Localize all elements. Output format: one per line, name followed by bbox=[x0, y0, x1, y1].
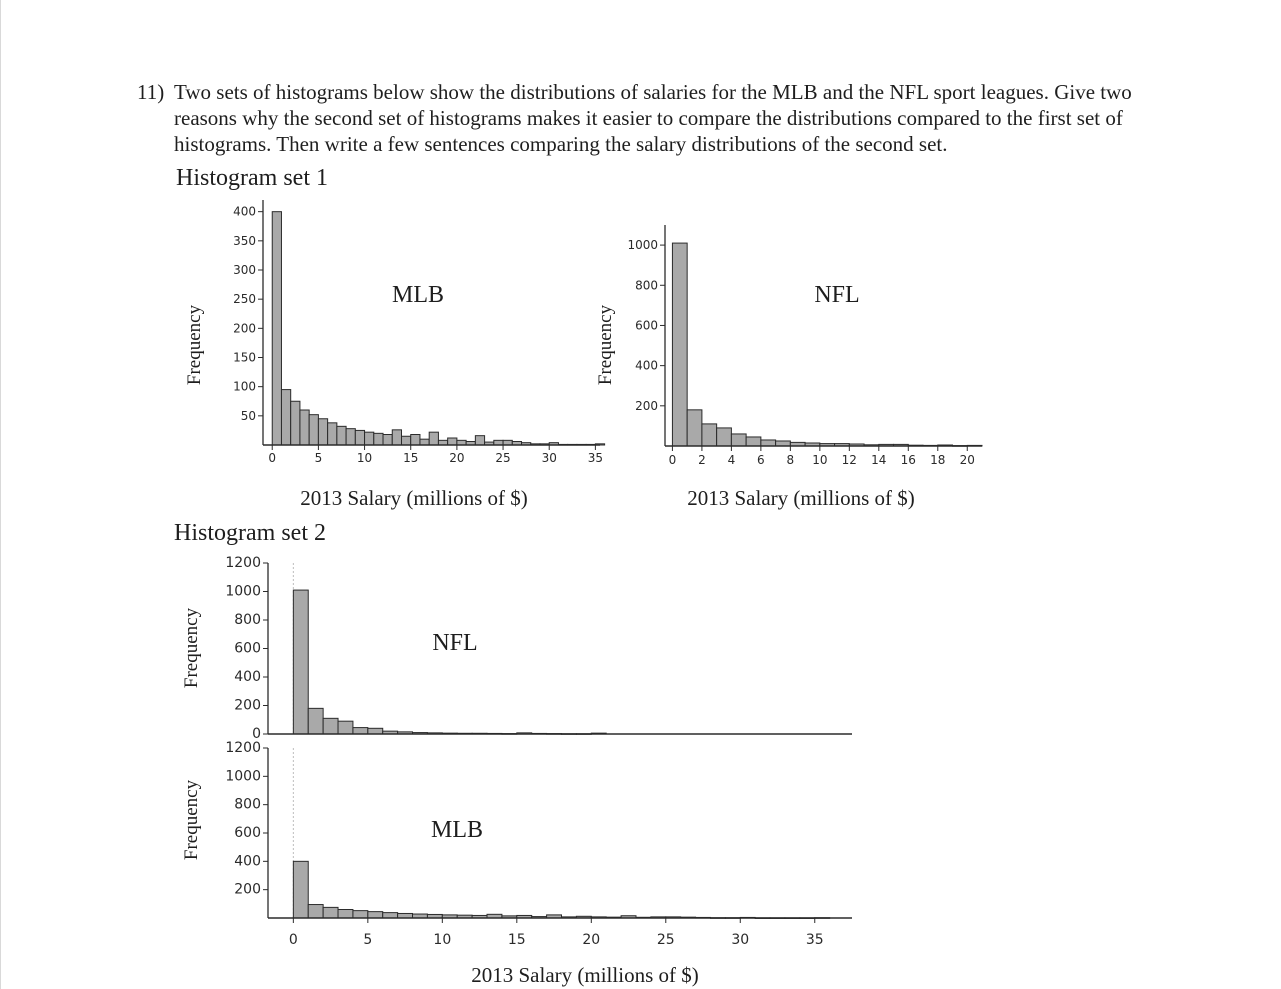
set1_mlb-xtick-label: 30 bbox=[541, 451, 557, 465]
set2_mlb-xtick-label: 25 bbox=[656, 932, 675, 948]
set1_mlb-ytick-label: 300 bbox=[233, 263, 256, 277]
set1_mlb-ytick-label: 150 bbox=[233, 350, 256, 365]
set1_mlb-xtick-label: 20 bbox=[449, 451, 465, 465]
set1_nfl-xtick-label: 6 bbox=[757, 453, 765, 467]
set1_mlb-bar bbox=[401, 436, 410, 445]
set1_nfl-bar bbox=[672, 243, 687, 446]
set1_mlb-bar bbox=[346, 429, 355, 445]
set1_mlb-ytick-label: 350 bbox=[233, 233, 256, 248]
set1_nfl-bar bbox=[702, 424, 717, 446]
set1_nfl-xtick-label: 12 bbox=[841, 453, 857, 467]
set1_mlb-ylabel: Frequency bbox=[184, 304, 205, 386]
histogram-set-1-label: Histogram set 1 bbox=[176, 165, 328, 191]
set2_nfl-bar bbox=[368, 728, 383, 734]
set2_nfl-ytick-label: 1000 bbox=[225, 583, 261, 600]
set2_mlb-xtick-label: 30 bbox=[731, 932, 750, 948]
set1_nfl-bar bbox=[761, 440, 776, 446]
question-line-3: histograms. Then write a few sentences comparing the salary distributions of the second set. bbox=[174, 132, 948, 156]
set1_mlb-bar bbox=[420, 439, 429, 445]
set2_mlb-xtick-label: 0 bbox=[288, 932, 298, 948]
set1_nfl-bar bbox=[776, 441, 791, 446]
question-line-2: reasons why the second set of histograms makes it easier to compare the distributions compared to the first set of bbox=[174, 106, 1123, 130]
set1_nfl-xtick-label: 18 bbox=[930, 453, 946, 467]
set2_mlb-xlabel: 2013 Salary (millions of $) bbox=[471, 963, 699, 987]
set2_nfl-bar bbox=[323, 718, 338, 734]
set2_nfl-ytick-label: 1200 bbox=[225, 555, 261, 571]
set2_mlb-ytick-label: 1200 bbox=[225, 740, 261, 756]
set2_nfl-ytick-label: 600 bbox=[234, 640, 261, 657]
set2_mlb-ytick-label: 600 bbox=[234, 825, 261, 841]
set1_mlb-title: MLB bbox=[391, 282, 445, 308]
set1_mlb-bar bbox=[272, 212, 281, 445]
set1_mlb-xtick-label: 15 bbox=[403, 451, 419, 465]
set1_mlb-bar bbox=[291, 401, 300, 445]
set1_nfl-xtick-label: 4 bbox=[727, 453, 736, 467]
set1_mlb-bar bbox=[383, 435, 392, 446]
set1_mlb-bar bbox=[328, 423, 337, 445]
set1_nfl-ytick-label: 1000 bbox=[627, 238, 658, 253]
set2_mlb-xtick-label: 20 bbox=[582, 932, 601, 948]
set1_mlb-bar bbox=[411, 435, 420, 446]
set2_mlb-ytick-label: 1000 bbox=[225, 768, 261, 785]
set1_nfl-xlabel: 2013 Salary (millions of $) bbox=[687, 486, 915, 510]
set1_mlb-ytick-label: 200 bbox=[233, 321, 256, 336]
set1_mlb-xtick-label: 5 bbox=[314, 451, 323, 465]
set2_mlb-xtick-label: 35 bbox=[805, 932, 824, 948]
set2_mlb-ytick-label: 800 bbox=[234, 796, 261, 813]
set2_nfl-bar bbox=[308, 708, 323, 734]
set2_mlb-xtick-label: 5 bbox=[363, 932, 373, 948]
set2_nfl-bar bbox=[293, 590, 308, 734]
set1_nfl-xtick-label: 8 bbox=[786, 453, 795, 467]
question-line-1: Two sets of histograms below show the distributions of salaries for the MLB and the NFL sport leagues. Give two bbox=[174, 80, 1132, 104]
set1_mlb-bar bbox=[475, 436, 484, 445]
set1_mlb-xtick-label: 25 bbox=[495, 451, 511, 465]
set1_mlb-xtick-label: 10 bbox=[356, 451, 373, 465]
set2_nfl-ylabel: Frequency bbox=[181, 607, 202, 689]
set1_mlb-xtick-label: 35 bbox=[587, 451, 604, 465]
set2_mlb-ylabel: Frequency bbox=[181, 779, 202, 861]
set1_nfl-xtick-label: 2 bbox=[698, 453, 706, 467]
set1_mlb-bar bbox=[300, 410, 309, 445]
set1_mlb-bar bbox=[309, 415, 318, 445]
set1_nfl-xtick-label: 14 bbox=[871, 453, 887, 467]
set2_nfl-ytick-label: 400 bbox=[234, 669, 261, 685]
set1_nfl-ytick-label: 400 bbox=[635, 358, 658, 373]
set1_mlb-bar bbox=[337, 426, 346, 445]
set1_nfl-xtick-label: 16 bbox=[900, 453, 916, 467]
set1_mlb-bar bbox=[429, 432, 438, 445]
set1_mlb-bar bbox=[318, 419, 327, 445]
set2_mlb-bar bbox=[383, 913, 398, 918]
set2_mlb-xtick-label: 15 bbox=[507, 932, 526, 948]
set1_mlb-ytick-label: 100 bbox=[233, 379, 256, 394]
set1_mlb-xlabel: 2013 Salary (millions of $) bbox=[300, 486, 528, 510]
set2_mlb-ytick-label: 200 bbox=[234, 881, 261, 898]
set1_mlb-ytick-label: 250 bbox=[233, 292, 256, 307]
set1_nfl-bar bbox=[717, 428, 732, 446]
set2_mlb-bar bbox=[368, 912, 383, 918]
set1_nfl-title: NFL bbox=[814, 282, 860, 308]
set1_mlb-bar bbox=[448, 438, 457, 445]
set2_mlb-bar bbox=[293, 861, 308, 918]
set1_mlb-ytick-label: 400 bbox=[233, 204, 256, 219]
set1_nfl-bar bbox=[746, 437, 761, 446]
set2_nfl-bar bbox=[353, 728, 368, 734]
set1_mlb-ytick-label: 50 bbox=[240, 408, 256, 423]
set2_mlb-bar bbox=[338, 910, 353, 919]
set1_nfl-bar bbox=[687, 410, 702, 446]
set1_nfl-ytick-label: 200 bbox=[635, 398, 658, 413]
question-number: 11) bbox=[137, 80, 165, 104]
set2_mlb-ytick-label: 400 bbox=[234, 853, 261, 870]
set1_nfl-ytick-label: 800 bbox=[635, 278, 658, 293]
set2_nfl-ytick-label: 0 bbox=[252, 726, 261, 742]
set1_nfl-ylabel: Frequency bbox=[595, 304, 616, 386]
histogram-set-2-label: Histogram set 2 bbox=[174, 520, 326, 546]
set2_mlb-xtick-label: 10 bbox=[433, 932, 452, 948]
set1_nfl-xtick-label: 20 bbox=[959, 453, 975, 467]
set2_nfl-bar bbox=[338, 721, 353, 734]
set2_mlb-bar bbox=[353, 911, 368, 918]
set2_nfl-ytick-label: 200 bbox=[234, 697, 261, 714]
set1_mlb-bar bbox=[365, 432, 374, 445]
set1_mlb-bar bbox=[374, 433, 383, 445]
set2_nfl-ytick-label: 800 bbox=[234, 612, 261, 628]
set1_mlb-xtick-label: 0 bbox=[268, 451, 277, 465]
set1_nfl-ytick-label: 600 bbox=[635, 318, 658, 333]
set1_nfl-xtick-label: 0 bbox=[668, 453, 677, 467]
set1_mlb-bar bbox=[355, 430, 364, 445]
set2_mlb-title: MLB bbox=[430, 817, 484, 843]
set2_mlb-bar bbox=[323, 907, 338, 918]
set1_mlb-bar bbox=[392, 430, 401, 445]
set1_nfl-bar bbox=[731, 434, 746, 446]
set1_mlb-bar bbox=[281, 390, 290, 445]
set1_nfl-xtick-label: 10 bbox=[812, 453, 828, 467]
set2_nfl-title: NFL bbox=[432, 630, 478, 656]
set2_mlb-bar bbox=[308, 905, 323, 918]
